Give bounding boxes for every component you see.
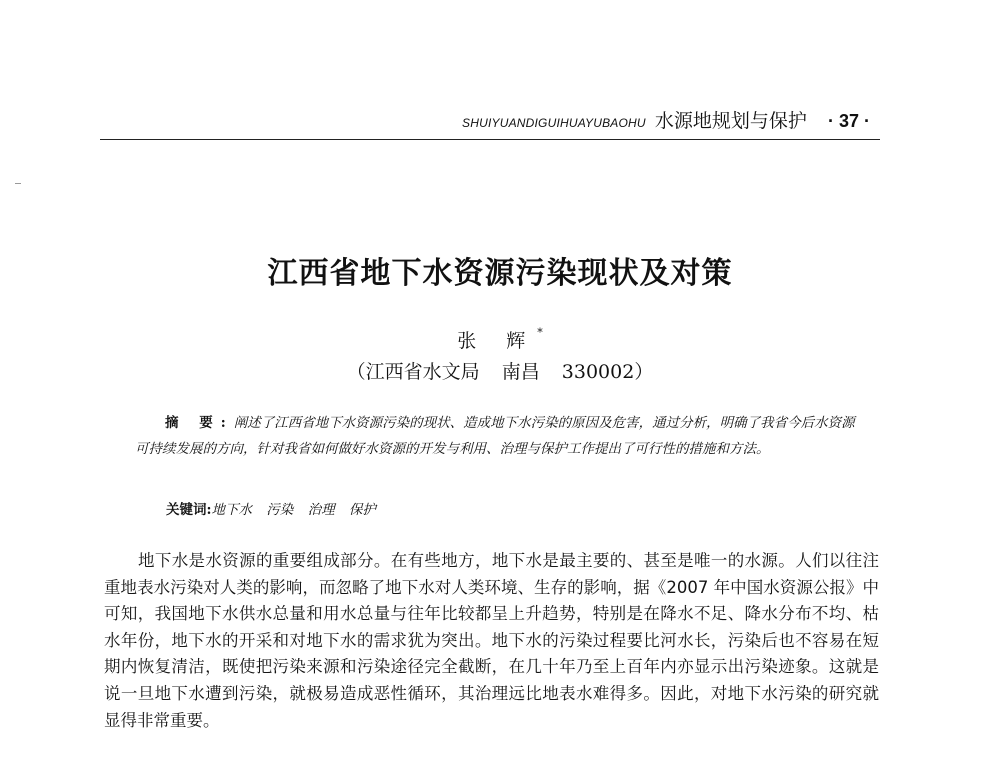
affiliation-city: 南昌 xyxy=(501,361,540,383)
abstract-text: 阐述了江西省地下水资源污染的现状、造成地下水污染的原因及危害，通过分析，明确了我省今后水资源可持续发展的方向，针对我省如何做好水资源的开发与利用、治理与保护工作提出了可行性的措施和方法。 xyxy=(135,415,855,457)
abstract xyxy=(135,410,855,462)
author-affiliation xyxy=(0,357,1000,384)
running-header xyxy=(100,106,870,136)
author-line xyxy=(0,326,1000,353)
keywords-text: 地下水 污染 治理 保护 xyxy=(211,502,376,518)
page-number: · 37 · xyxy=(827,111,870,131)
body-paragraph: 地下水是水资源的重要组成部分。在有些地方，地下水是最主要的、甚至是唯一的水源。人们以往注重地表水污染对人类的影响，而忽略了地下水对人类环境、生存的影响，据《2007 年中国水资源公报》中可知，我国地下水供水总量和用水总量与往年比较都呈上升趋势，特别是在降水不足、降水分布不均、枯水年份，地下水的开采和对地下水的需求犹为突出。地下水的污染过程要比河水长，污染后也不容易在短期内恢复清洁，既使把污染来源和污染途径完全截断，在几十年乃至上百年内亦显示出污染迹象。这就是说一旦地下水遭到污染，就极易造成恶性循环，其治理远比地表水难得多。因此，对地下水污染的研究就显得非常重要。 xyxy=(104,551,879,730)
journal-name-pinyin: SHUIYUANDIGUIHUAYUBAOHU xyxy=(462,116,646,130)
article-title: 江西省地下水资源污染现状及对策 xyxy=(267,256,733,291)
author-name: 张 辉 xyxy=(457,330,538,352)
affiliation-institution: （江西省水文局 xyxy=(346,361,480,383)
abstract-label: 摘 要: xyxy=(165,415,234,431)
scan-speck xyxy=(15,183,21,184)
author-footnote-mark: * xyxy=(537,326,543,339)
keywords xyxy=(166,497,866,523)
affiliation-postcode: 330002） xyxy=(561,361,654,383)
journal-name-chinese: 水源地规划与保护 xyxy=(654,110,807,132)
header-rule xyxy=(100,139,880,140)
keywords-label: 关键词: xyxy=(166,502,212,518)
